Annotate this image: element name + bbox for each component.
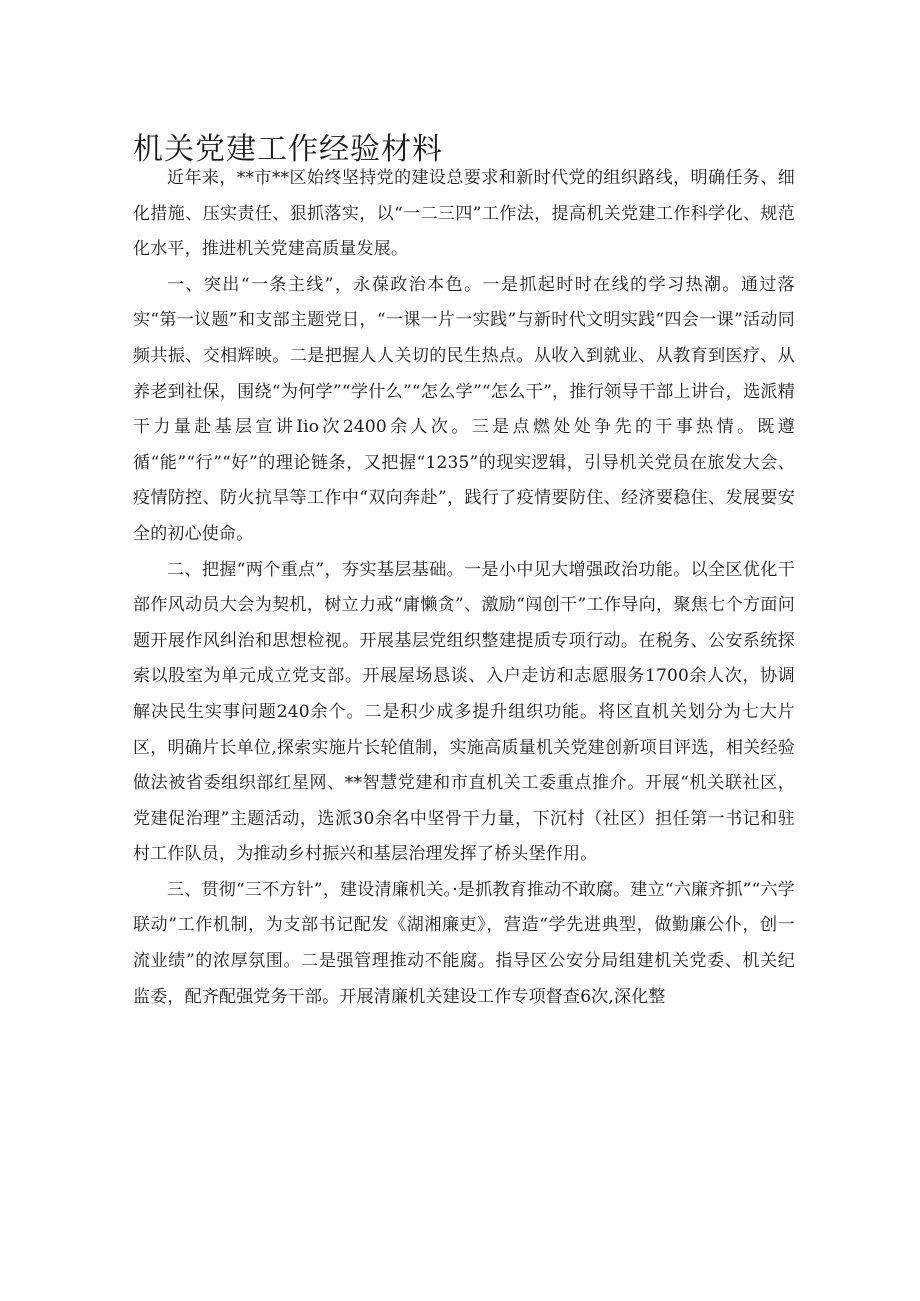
paragraph-section-3: 三、贯彻“三不方针”，建设清廉机关。·是抓教育推动不敢腐。建立“六廉齐抓”“六学联动”工作机制，为支部书记配发《湖湘廉吏》，营造“学先进典型，做勤廉公仆，创一流业绩”的浓厚氛围。二是强管理推动不能腐。指导区公安分局组建机关党委、机关纪监委，配齐配强党务干部。开展清廉机关建设工作专项督查6次,深化整 (133, 879, 795, 1007)
paragraph-section-1: 一、突出“一条主线”，永葆政治本色。一是抓起时时在线的学习热潮。通过落实“第一议题”和支部主题党日，“一课一片一实践”与新时代文明实践“四会一课”活动同频共振、交相辉映。二是把握人人关切的民生热点。从收入到就业、从教育到医疗、从养老到社保，围绕“为何学”“学什么”“怎么学”“怎么干”，推行领导干部上讲台，选派精干力量赴基层宣讲Iio次2400余人次。三是点燃处处争先的干事热情。既遵循“能”“行”“好”的理论链条，又把握“1235”的现实逻辑，引导机关党员在旅发大会、疫情防控、防火抗旱等工作中“双向奔赴”，践行了疫情要防住、经济要稳住、发展要安全的初心使命。 (133, 274, 795, 544)
document-title: 机关党建工作经验材料 (133, 132, 443, 167)
paragraph-intro: 近年来，**市**区始终坚持党的建设总要求和新时代党的组织路线，明确任务、细化措施、压实责任、狠抓落实，以“一二三四”工作法，提高机关党建工作科学化、规范化水平，推进机关党建高质量发展。 (133, 168, 795, 260)
document-body (133, 161, 795, 1015)
paragraph-section-2: 二、把握“两个重点”，夯实基层基础。一是小中见大增强政治功能。以全区优化干部作风动员大会为契机，树立力戒“庸懒贪”、激励“闯创干”工作导向，聚焦七个方面问题开展作风纠治和思想检视。开展基层党组织整建提质专项行动。在税务、公安系统探索以股室为单元成立党支部。开展屋场恳谈、入户走访和志愿服务1700余人次，协调解决民生实事问题240余个。二是积少成多提升组织功能。将区直机关划分为七大片区，明确片长单位,探索实施片长轮值制，实施高质量机关党建创新项目评选，相关经验做法被省委组织部红星网、**智慧党建和市直机关工委重点推介。开展“机关联社区，党建促治理”主题活动，选派30余名中坚骨干力量，下沉村（社区）担任第一书记和驻村工作队员，为推动乡村振兴和基层治理发挥了桥头堡作用。 (133, 559, 795, 865)
